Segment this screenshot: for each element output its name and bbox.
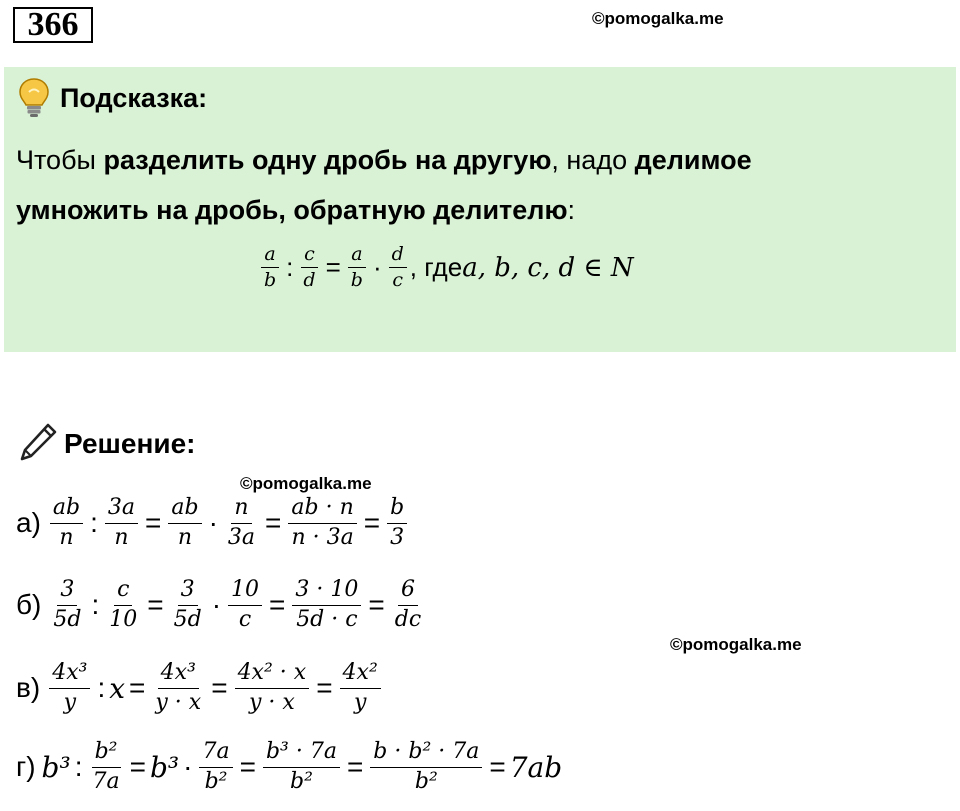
- denominator: y: [63, 689, 77, 715]
- operator: =: [239, 751, 256, 783]
- numerator: 7a: [199, 740, 232, 768]
- numerator: b²: [92, 740, 121, 768]
- numerator: c: [114, 578, 132, 606]
- denominator: b²: [414, 768, 438, 794]
- denominator: b²: [204, 768, 228, 794]
- operator: :: [97, 672, 106, 704]
- numerator: 3: [57, 578, 77, 606]
- solution-title: Решение:: [64, 428, 196, 459]
- operator: =: [316, 672, 333, 704]
- numerator: b · b² · 7a: [370, 740, 482, 768]
- numerator: b³ · 7a: [263, 740, 340, 768]
- fraction: [89, 740, 122, 794]
- operator: =: [145, 507, 162, 539]
- denominator: 3a: [227, 524, 256, 550]
- denominator: y · x: [248, 689, 295, 715]
- fraction: [392, 578, 424, 632]
- numerator: n: [231, 496, 251, 524]
- operator: =: [346, 751, 364, 783]
- fraction: [50, 578, 84, 632]
- operator: =: [265, 507, 282, 539]
- row-label: г): [16, 751, 36, 783]
- lightbulb-icon: [16, 76, 52, 118]
- operator: =: [211, 672, 228, 704]
- denominator: b²: [289, 768, 313, 794]
- operator: =: [269, 589, 286, 621]
- fraction: [370, 740, 482, 794]
- denominator: 5d · c: [296, 606, 358, 632]
- row-label: б): [16, 589, 42, 621]
- denominator: 3: [390, 524, 405, 550]
- denominator: y: [353, 689, 367, 715]
- pencil-icon: [18, 422, 58, 464]
- numerator: ab: [168, 496, 201, 524]
- operator: :: [90, 507, 98, 539]
- fraction: [50, 496, 83, 550]
- fraction: [288, 496, 356, 550]
- operator: ·: [183, 751, 193, 783]
- operator: =: [129, 672, 146, 704]
- operator: ·: [208, 507, 218, 539]
- numerator: 6: [398, 578, 418, 606]
- watermark-middle: ©pomogalka.me: [240, 474, 372, 493]
- expression: 7ab: [509, 750, 563, 784]
- operator: =: [129, 751, 146, 783]
- denominator: n · 3a: [291, 524, 354, 550]
- hint-text-line-1: Чтобы разделить одну дробь на другую, надо делимое: [16, 145, 752, 175]
- numerator: ab: [50, 496, 83, 524]
- numerator: 3: [178, 578, 198, 606]
- numerator: 4x³: [158, 661, 199, 689]
- fraction: [152, 661, 204, 715]
- denominator: n: [177, 524, 193, 550]
- numerator: 4x³: [49, 661, 90, 689]
- expression: b³: [149, 750, 180, 784]
- numerator: ab · n: [288, 496, 356, 524]
- fraction: [171, 578, 205, 632]
- formula-fraction: $\frac{a}{b}$: [348, 244, 366, 292]
- numerator: 3 · 10: [292, 578, 361, 606]
- fraction: [340, 661, 381, 715]
- watermark-right: ©pomogalka.me: [670, 635, 802, 654]
- formula-fraction: $\frac{a}{b}$: [261, 244, 279, 292]
- denominator: 10: [109, 606, 138, 632]
- numerator: 3a: [105, 496, 138, 524]
- hint-formula: $\frac{a}{b}$ : $\frac{c}{d}$ = $\frac{a}{b}$ · $\frac{d}{c}$ , где a, b, c, d ∈ N: [258, 244, 634, 292]
- fraction: [49, 661, 90, 715]
- expression: b³: [41, 750, 71, 784]
- formula-fraction: $\frac{c}{d}$: [300, 244, 318, 292]
- operator: =: [489, 751, 506, 783]
- numerator: 10: [228, 578, 262, 606]
- formula-fraction: $\frac{d}{c}$: [389, 244, 407, 292]
- fraction: [387, 496, 407, 550]
- fraction: [235, 661, 310, 715]
- denominator: 5d: [53, 606, 82, 632]
- denominator: c: [238, 606, 252, 632]
- row-label: а): [16, 507, 41, 539]
- denominator: y · x: [155, 689, 202, 715]
- watermark-top: ©pomogalka.me: [592, 9, 724, 28]
- fraction: [228, 578, 262, 632]
- solution-row-a: [16, 496, 410, 550]
- solution-row-v: [16, 661, 384, 715]
- numerator: 4x² · x: [235, 661, 310, 689]
- fraction: [292, 578, 361, 632]
- operator: ·: [211, 589, 222, 621]
- fraction: [263, 740, 340, 794]
- denominator: n: [59, 524, 74, 550]
- row-label: в): [16, 672, 41, 704]
- operator: =: [368, 589, 385, 621]
- numerator: b: [387, 496, 407, 524]
- operator: :: [74, 751, 83, 783]
- solution-row-b: [16, 578, 427, 632]
- operator: =: [363, 507, 381, 539]
- hint-text-line-2: умножить на дробь, обратную делителю:: [16, 195, 576, 225]
- denominator: dc: [394, 606, 422, 632]
- operator: :: [91, 589, 100, 621]
- denominator: n: [114, 524, 129, 550]
- denominator: 5d: [173, 606, 202, 632]
- operator: =: [147, 589, 164, 621]
- hint-title: Подсказка:: [60, 83, 208, 113]
- denominator: 7a: [92, 768, 120, 794]
- fraction: [225, 496, 258, 550]
- numerator: 4x²: [340, 661, 381, 689]
- fraction: [168, 496, 201, 550]
- fraction: [199, 740, 232, 794]
- task-number: 366: [13, 7, 93, 43]
- expression: x: [109, 671, 126, 705]
- fraction: [106, 578, 140, 632]
- solution-row-g: [16, 740, 562, 794]
- fraction: [105, 496, 138, 550]
